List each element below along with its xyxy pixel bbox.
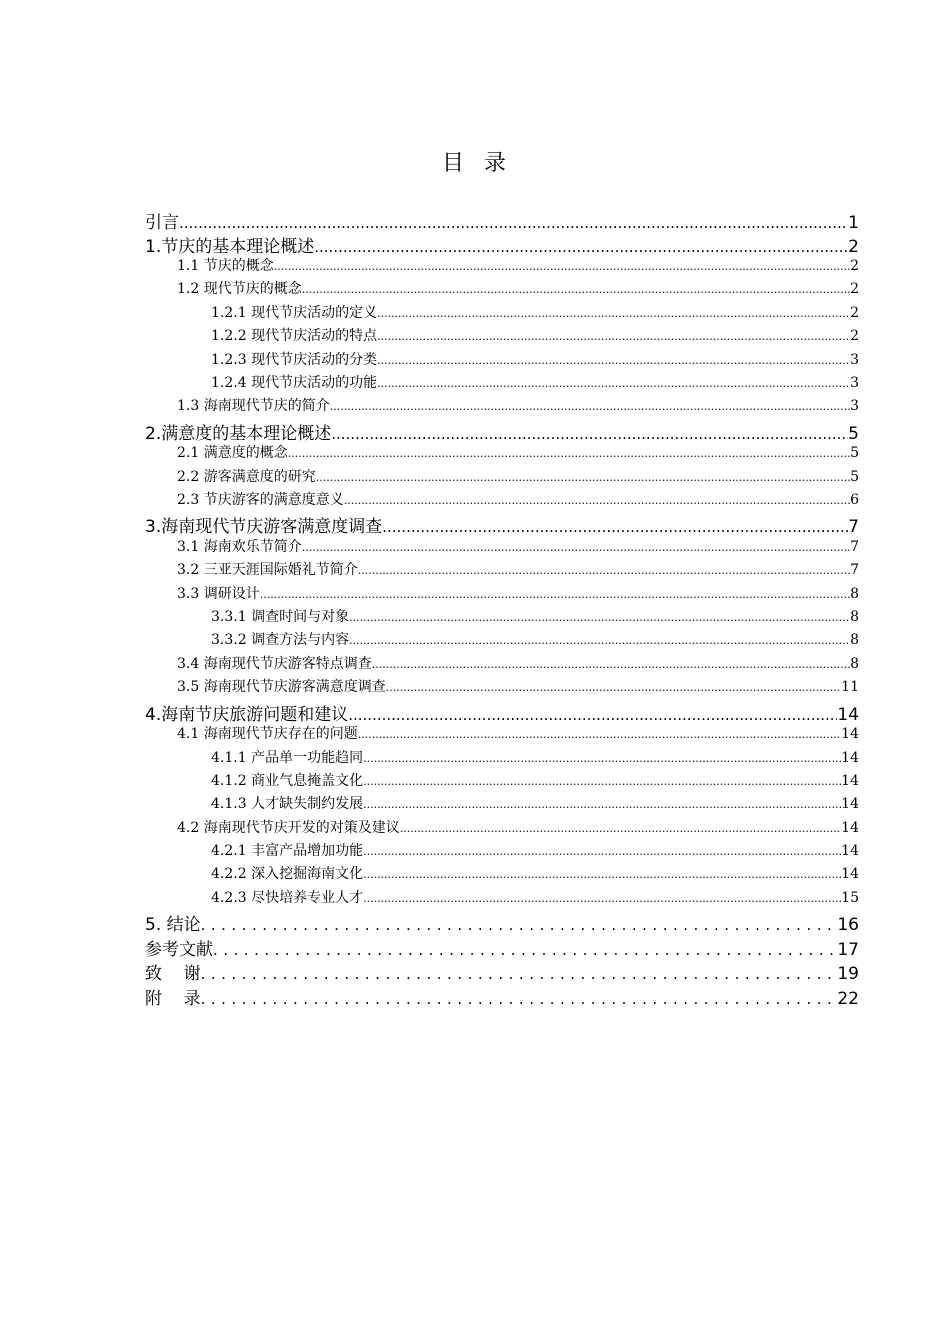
toc-entry-page-number: 7 xyxy=(848,517,859,538)
toc-entry[interactable] xyxy=(145,817,859,840)
toc-leader-dots xyxy=(363,775,841,788)
toc-entry-page-number: 11 xyxy=(841,679,859,696)
toc-entry-label: 3.3.1 调查时间与对象 xyxy=(211,609,350,626)
toc-leader-dots xyxy=(314,238,848,256)
table-of-contents xyxy=(145,208,859,1008)
toc-entry-label: 1.2.3 现代节庆活动的分类 xyxy=(211,351,378,368)
toc-entry-page-number: 2 xyxy=(850,328,859,345)
toc-entry[interactable] xyxy=(145,536,859,559)
toc-entry-page-number: 22 xyxy=(837,988,859,1009)
toc-entry-label: 4.2.1 丰富产品增加功能 xyxy=(211,843,364,860)
toc-entry[interactable] xyxy=(145,442,859,465)
page-title: 目 录 xyxy=(442,151,508,176)
toc-entry-page-number: 8 xyxy=(850,632,859,649)
toc-leader-dots xyxy=(201,990,838,1008)
toc-leader-dots xyxy=(179,214,848,232)
toc-leader-dots xyxy=(363,752,841,765)
toc-entry-page-number: 15 xyxy=(841,889,859,906)
toc-leader-dots xyxy=(201,916,838,934)
toc-entry-label: 3.2 三亚天涯国际婚礼节简介 xyxy=(177,562,358,579)
toc-entry-label: 3.3 调研设计 xyxy=(177,585,260,602)
toc-entry-label: 4.1.1 产品单一功能趋同 xyxy=(211,749,364,766)
toc-entry[interactable] xyxy=(145,302,859,325)
toc-entry-page-number: 14 xyxy=(841,819,859,836)
toc-entry[interactable] xyxy=(145,583,859,606)
toc-entry-label: 2.1 满意度的概念 xyxy=(177,445,288,462)
toc-leader-dots xyxy=(358,728,841,741)
toc-entry-label: 4.2.3 尽快培养专业人才 xyxy=(211,889,364,906)
toc-entry-label: 2.2 游客满意度的研究 xyxy=(177,468,316,485)
toc-entry-page-number: 14 xyxy=(841,866,859,883)
toc-leader-dots xyxy=(349,611,850,624)
toc-entry[interactable] xyxy=(145,984,859,1009)
toc-entry-page-number: 5 xyxy=(850,445,859,462)
toc-entry[interactable] xyxy=(145,349,859,372)
toc-entry[interactable] xyxy=(145,325,859,348)
toc-leader-dots xyxy=(363,868,841,881)
toc-leader-dots xyxy=(363,845,841,858)
toc-entry-label: 引言 xyxy=(145,213,179,233)
toc-leader-dots xyxy=(330,400,850,413)
toc-leader-dots xyxy=(377,330,850,343)
toc-entry-label: 4.1 海南现代节庆存在的问题 xyxy=(177,726,358,743)
toc-leader-dots xyxy=(302,541,850,554)
toc-entry-page-number: 7 xyxy=(850,538,859,555)
toc-entry-page-number: 19 xyxy=(837,964,859,985)
toc-entry[interactable] xyxy=(145,653,859,676)
toc-leader-dots xyxy=(386,681,841,694)
toc-entry-page-number: 8 xyxy=(850,609,859,626)
toc-entry-page-number: 2 xyxy=(850,258,859,274)
toc-leader-dots xyxy=(377,377,850,390)
toc-entry-label: 1.节庆的基本理论概述 xyxy=(145,236,315,257)
toc-entry-label: 参考文献 xyxy=(145,939,213,960)
toc-entry-page-number: 14 xyxy=(841,772,859,789)
toc-entry[interactable] xyxy=(145,278,859,301)
toc-entry-page-number: 8 xyxy=(850,585,859,602)
toc-leader-dots xyxy=(377,307,850,320)
toc-leader-dots xyxy=(213,941,837,959)
toc-leader-dots xyxy=(348,706,837,724)
toc-entry[interactable] xyxy=(145,419,859,443)
toc-entry[interactable] xyxy=(145,372,859,395)
toc-entry-label: 4.2.2 深入挖掘海南文化 xyxy=(211,866,364,883)
toc-entry-page-number: 16 xyxy=(837,915,859,936)
toc-entry-page-number: 5 xyxy=(848,423,859,444)
toc-entry[interactable] xyxy=(145,255,859,278)
toc-entry-label: 4.海南节庆旅游问题和建议 xyxy=(145,704,349,725)
toc-entry[interactable] xyxy=(145,395,859,418)
toc-entry-label: 5. 结论 xyxy=(145,915,201,936)
toc-entry-page-number: 3 xyxy=(850,374,859,391)
toc-entry[interactable] xyxy=(145,232,859,256)
toc-entry-label: 3.5 海南现代节庆游客满意度调查 xyxy=(177,679,386,696)
toc-entry-label: 致 谢 xyxy=(145,964,201,985)
toc-entry[interactable] xyxy=(145,747,859,770)
toc-entry-label: 2.满意度的基本理论概述 xyxy=(145,423,332,444)
toc-entry[interactable] xyxy=(145,559,859,582)
toc-leader-dots xyxy=(260,588,850,601)
toc-entry-page-number: 2 xyxy=(850,281,859,298)
toc-leader-dots xyxy=(363,892,841,905)
toc-leader-dots xyxy=(358,564,850,577)
toc-entry-label: 3.3.2 调查方法与内容 xyxy=(211,632,350,649)
toc-entry-page-number: 8 xyxy=(850,655,859,672)
toc-leader-dots xyxy=(349,634,850,647)
toc-entry-page-number: 14 xyxy=(837,704,859,725)
toc-leader-dots xyxy=(363,798,841,811)
toc-entry-label: 4.1.3 人才缺失制约发展 xyxy=(211,796,364,813)
toc-entry-label: 4.1.2 商业气息掩盖文化 xyxy=(211,772,364,789)
toc-entry[interactable] xyxy=(145,887,859,910)
toc-entry-page-number: 2 xyxy=(848,236,859,257)
toc-entry[interactable] xyxy=(145,606,859,629)
toc-entry-label: 1.2.4 现代节庆活动的功能 xyxy=(211,374,378,391)
toc-leader-dots xyxy=(288,447,850,460)
toc-entry[interactable] xyxy=(145,863,859,886)
toc-entry-label: 2.3 节庆游客的满意度意义 xyxy=(177,492,344,509)
toc-entry[interactable] xyxy=(145,793,859,816)
toc-entry[interactable] xyxy=(145,512,859,536)
toc-leader-dots xyxy=(382,518,848,536)
toc-leader-dots xyxy=(331,425,848,443)
toc-entry-page-number: 3 xyxy=(850,398,859,415)
toc-entry-page-number: 1 xyxy=(848,213,859,233)
toc-leader-dots xyxy=(316,471,850,484)
toc-leader-dots xyxy=(302,283,850,296)
toc-entry-page-number: 17 xyxy=(837,939,859,960)
toc-entry[interactable] xyxy=(145,910,859,935)
toc-entry[interactable] xyxy=(145,840,859,863)
toc-entry-page-number: 14 xyxy=(841,749,859,766)
toc-entry-label: 1.2.2 现代节庆活动的特点 xyxy=(211,328,378,345)
toc-entry-label: 3.1 海南欢乐节简介 xyxy=(177,538,302,555)
toc-entry[interactable] xyxy=(145,959,859,984)
toc-entry[interactable] xyxy=(145,489,859,512)
toc-entry-page-number: 7 xyxy=(850,562,859,579)
toc-entry[interactable] xyxy=(145,700,859,724)
toc-leader-dots xyxy=(201,965,838,983)
toc-leader-dots xyxy=(372,658,850,671)
toc-entry-label: 1.1 节庆的概念 xyxy=(177,258,274,274)
toc-entry[interactable] xyxy=(145,935,859,960)
toc-entry[interactable] xyxy=(145,770,859,793)
toc-entry-page-number: 6 xyxy=(850,492,859,509)
toc-entry-label: 附 录 xyxy=(145,988,201,1009)
toc-entry-label: 4.2 海南现代节庆开发的对策及建议 xyxy=(177,819,400,836)
toc-entry-page-number: 3 xyxy=(850,351,859,368)
toc-entry-label: 1.3 海南现代节庆的简介 xyxy=(177,398,330,415)
toc-entry[interactable] xyxy=(145,208,859,232)
toc-entry[interactable] xyxy=(145,629,859,652)
toc-entry[interactable] xyxy=(145,723,859,746)
toc-entry-label: 3.4 海南现代节庆游客特点调查 xyxy=(177,655,372,672)
toc-entry-page-number: 5 xyxy=(850,468,859,485)
toc-entry-page-number: 14 xyxy=(841,843,859,860)
toc-entry[interactable] xyxy=(145,676,859,699)
toc-entry-label: 1.2.1 现代节庆活动的定义 xyxy=(211,304,378,321)
toc-leader-dots xyxy=(274,260,850,273)
toc-leader-dots xyxy=(344,494,850,507)
toc-entry-label: 1.2 现代节庆的概念 xyxy=(177,281,302,298)
toc-entry-page-number: 14 xyxy=(841,726,859,743)
toc-leader-dots xyxy=(377,354,850,367)
toc-entry-label: 3.海南现代节庆游客满意度调查 xyxy=(145,517,383,538)
toc-leader-dots xyxy=(400,822,841,835)
toc-entry[interactable] xyxy=(145,466,859,489)
toc-entry-page-number: 2 xyxy=(850,304,859,321)
toc-entry-page-number: 14 xyxy=(841,796,859,813)
